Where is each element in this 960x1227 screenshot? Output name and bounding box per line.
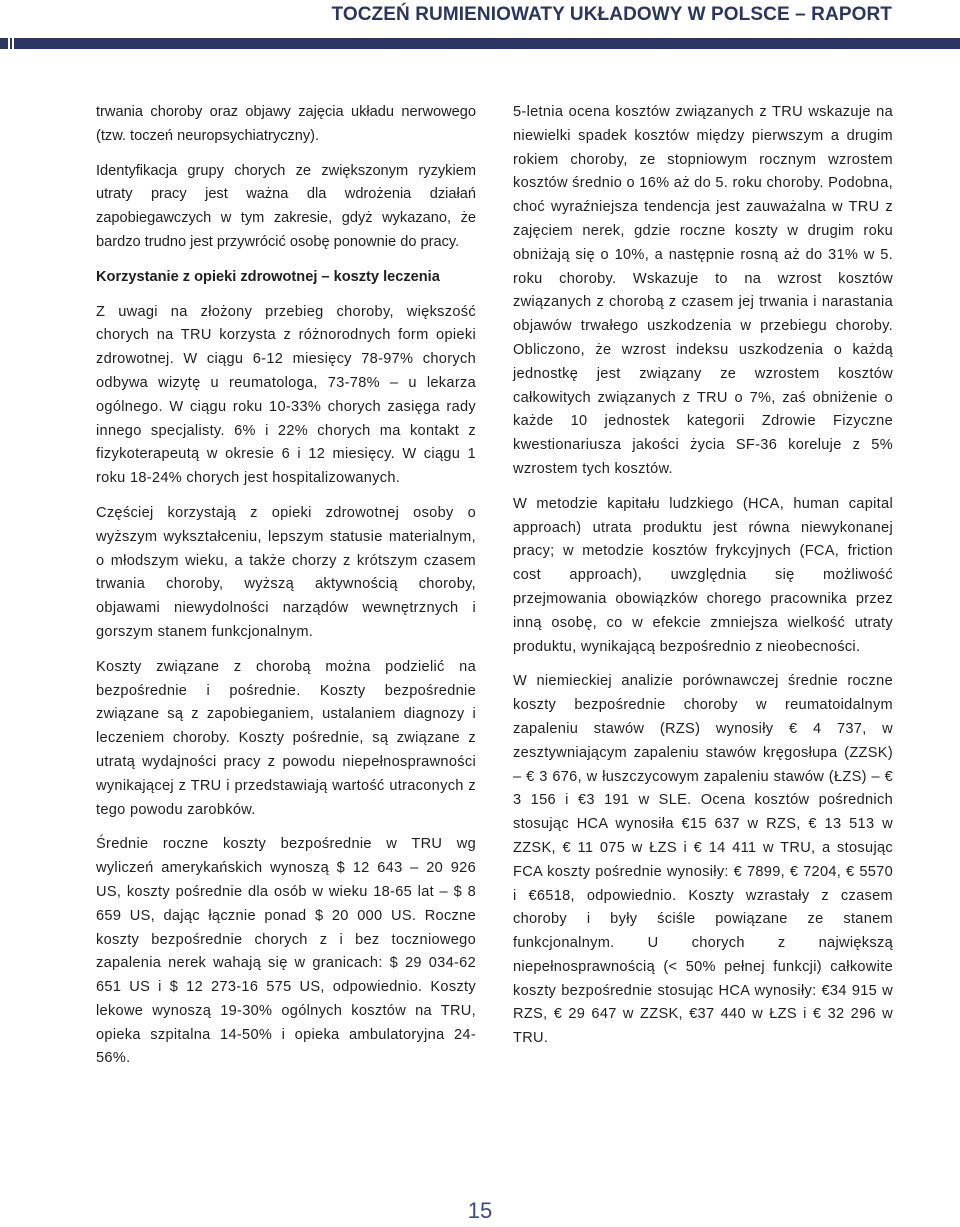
header-band-notch — [12, 38, 14, 49]
paragraph: Z uwagi na złożony przebieg choroby, większość chorych na TRU korzysta z różnorodnych form opieki zdrowotnej. W ciągu 6-12 miesięcy 78-97% chorych odbywa wizytę u reumatologa, 73-78% – u lekarza ogólnego. W ciągu roku 10-33% chorych zasięga rady innego specjalisty. 6% i 22% chorych ma kontakt z fizykoterapeutą w okresie 6 i 12 miesięcy. W ciągu 1 roku 18-24% chorych jest hospitalizowanych. — [96, 303, 476, 487]
running-header-title: TOCZEŃ RUMIENIOWATY UKŁADOWY W POLSCE – RAPORT — [331, 4, 892, 25]
paragraph: Częściej korzystają z opieki zdrowotnej osoby o wyższym wykształceniu, lepszym statusie materialnym, o młodszym wieku, a także chorzy z krótszym czasem trwania choroby, wyższą aktywnością choroby, objawami niewydolności narządów wewnętrznych i gorszym stanem funkcjonalnym. — [96, 504, 476, 640]
paragraph: trwania choroby oraz objawy zajęcia układu nerwowego (tzw. toczeń neuropsychiatryczny). — [96, 104, 476, 144]
paragraph: W niemieckiej analizie porównawczej średnie roczne koszty bezpośrednie choroby w reumatoidalnym zapaleniu stawów (RZS) wynosiły € 4 737, w zesztywniającym zapaleniu stawów kręgosłupa (ZZSK) – € 3 676, w łuszczycowym zapaleniu stawów (ŁZS) – € 3 156 i €3 191 w SLE. Ocena kosztów pośrednich stosując HCA wynosiła €15 637 w RZS, € 13 513 w ZZSK, € 11 075 w ŁZS i € 14 411 w TRU, a stosując FCA koszty pośrednie wynosiły: € 7899, € 7204, € 5570 i €6518, odpowiednio. Koszty wzrastały z czasem choroby i były ściśle powiązane ze stanem funkcjonalnym. U chorych z największą niepełnosprawnością (< 50% pełnej funkcji) całkowite koszty bezpośrednie stosując HCA wynosiły: €34 915 w RZS, € 29 647 w ZZSK, €37 440 w ŁZS i € 32 296 w TRU. — [513, 673, 893, 1047]
header-band — [0, 38, 960, 49]
page-number: 15 — [467, 1198, 493, 1223]
header-band-notch — [8, 38, 10, 49]
paragraph: 5-letnia ocena kosztów związanych z TRU wskazuje na niewielki spadek kosztów między pierwszym a drugim rokiem choroby, ze stopniowym rocznym wzrostem kosztów średnio o 16% aż do 5. roku choroby. Podobna, choć wyraźniejsza tendencja jest zauważalna w TRU z zajęciem nerek, gdzie roczne koszty w drugim roku obniżają się o 10%, a następnie rosną aż do 31% w 5. roku choroby. Wskazuje to na wzrost kosztów związanych z chorobą z czasem jej trwania i narastania objawów trwałego uszkodzenia w przebiegu choroby. Obliczono, że wzrost indeksu uszkodzenia o każdą jednostkę jest związany ze wzrostem kosztów całkowitych związanych z TRU o 7%, zaś obniżenie o każde 10 jednostek kategorii Zdrowie Fizyczne kwestionariusza jakości życia SF-36 koreluje z 5% wzrostem tych kosztów. — [513, 104, 893, 477]
left-column — [96, 101, 476, 1082]
paragraph: Identyfikacja grupy chorych ze zwiększonym ryzykiem utraty pracy jest ważna dla wdrożenia działań zapobiegawczych w tym zakresie, gdyż wykazano, że bardzo trudno jest przywrócić osobę ponownie do pracy. — [96, 162, 476, 250]
right-column — [513, 101, 893, 1062]
paragraph: Średnie roczne koszty bezpośrednie w TRU wg wyliczeń amerykańskich wynoszą $ 12 643 – 20 926 US, koszty pośrednie dla osób w wieku 18-65 lat – $ 8 659 US, dając łącznie ponad $ 20 000 US. Roczne koszty bezpośrednie chorych z i bez toczniowego zapalenia nerek wahają się w granicach: $ 29 034-62 651 US i $ 12 273-16 575 US, odpowiednio. Koszty lekowe wynoszą 19-30% ogólnych kosztów na TRU, opieka szpitalna 14-50% i opieka ambulatoryjna 24-56%. — [96, 836, 476, 1067]
section-heading: Korzystanie z opieki zdrowotnej – koszty leczenia — [96, 268, 440, 285]
paragraph: Koszty związane z chorobą można podzielić na bezpośrednie i pośrednie. Koszty bezpośrednie związane są z zapobieganiem, ustalaniem diagnozy i leczeniem choroby. Koszty pośrednie, są związane z utratą wydajności pracy z powodu niepełnosprawności wynikającej z TRU i przedstawiają wartość utraconych z tego powodu zarobków. — [96, 658, 476, 818]
paragraph: W metodzie kapitału ludzkiego (HCA, human capital approach) utrata produktu jest równa niewykonanej pracy; w metodzie kosztów frykcyjnych (FCA, friction cost approach), uwzględnia się możliwość przejmowania obowiązków chorego pracownika przez inną osobę, co w efekcie zmniejsza wielkość utraty produktu, wynikającą bezpośrednio z nieobecności. — [513, 495, 893, 655]
